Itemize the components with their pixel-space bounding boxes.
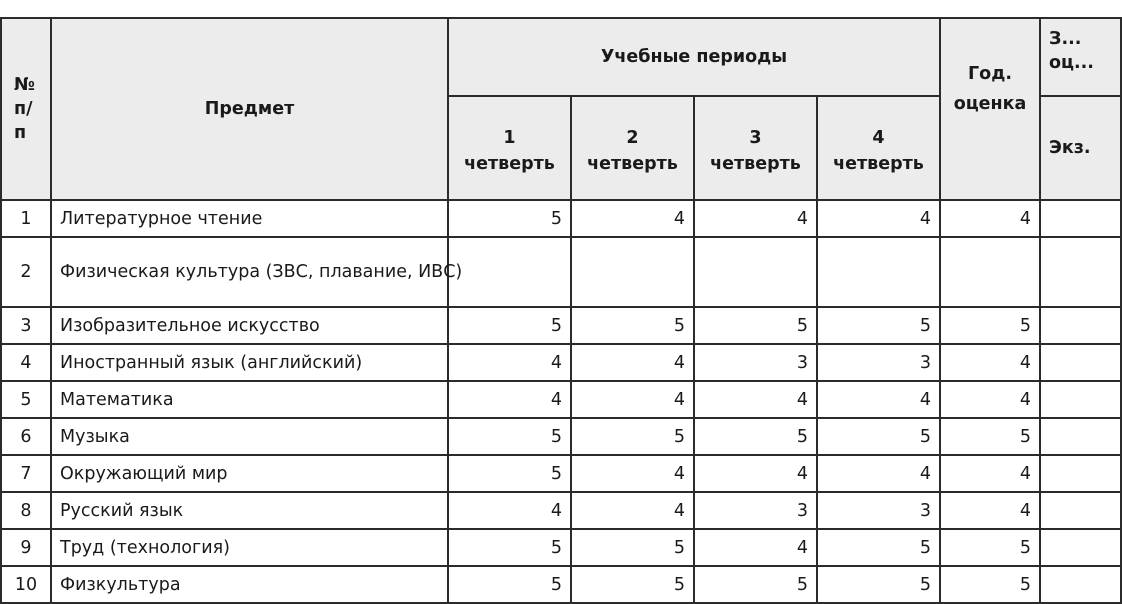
grade-quarter-4: 5 bbox=[817, 307, 940, 344]
grade-year: 5 bbox=[940, 566, 1040, 603]
grade-quarter-3: 4 bbox=[694, 381, 817, 418]
header-number: № п/п bbox=[1, 18, 51, 200]
grade-exam bbox=[1040, 307, 1121, 344]
grade-quarter-1: 5 bbox=[448, 418, 571, 455]
grade-quarter-4: 3 bbox=[817, 344, 940, 381]
subject-name: Математика bbox=[51, 381, 448, 418]
grade-quarter-3: 5 bbox=[694, 566, 817, 603]
grade-quarter-2: 4 bbox=[571, 344, 694, 381]
subject-name: Музыка bbox=[51, 418, 448, 455]
grade-quarter-1 bbox=[448, 237, 571, 307]
grade-quarter-3: 4 bbox=[694, 200, 817, 237]
header-subject: Предмет bbox=[51, 18, 448, 200]
table-row bbox=[1, 455, 1121, 492]
grade-quarter-2: 5 bbox=[571, 529, 694, 566]
grade-quarter-2: 4 bbox=[571, 492, 694, 529]
row-number: 5 bbox=[1, 381, 51, 418]
grade-quarter-4: 4 bbox=[817, 200, 940, 237]
row-number: 3 bbox=[1, 307, 51, 344]
grade-quarter-2: 4 bbox=[571, 455, 694, 492]
table-row bbox=[1, 237, 1121, 307]
header-exam-group: З... оц... bbox=[1040, 18, 1121, 96]
grade-quarter-3: 4 bbox=[694, 529, 817, 566]
grade-exam bbox=[1040, 237, 1121, 307]
grade-exam bbox=[1040, 566, 1121, 603]
grade-quarter-3 bbox=[694, 237, 817, 307]
grade-year: 4 bbox=[940, 492, 1040, 529]
table-row bbox=[1, 200, 1121, 237]
header-exam: Экз. bbox=[1040, 96, 1121, 200]
row-number: 2 bbox=[1, 237, 51, 307]
subject-name: Изобразительное искусство bbox=[51, 307, 448, 344]
grade-year: 5 bbox=[940, 418, 1040, 455]
grades-table-container bbox=[0, 17, 1094, 604]
table-row bbox=[1, 492, 1121, 529]
subject-name: Труд (технология) bbox=[51, 529, 448, 566]
grade-quarter-3: 3 bbox=[694, 492, 817, 529]
row-number: 9 bbox=[1, 529, 51, 566]
grade-quarter-1: 4 bbox=[448, 381, 571, 418]
table-header bbox=[1, 18, 1121, 200]
header-quarter-2: 2 четверть bbox=[571, 96, 694, 200]
row-number: 7 bbox=[1, 455, 51, 492]
table-row bbox=[1, 344, 1121, 381]
grade-quarter-4 bbox=[817, 237, 940, 307]
subject-name: Литературное чтение bbox=[51, 200, 448, 237]
subject-name: Иностранный язык (английский) bbox=[51, 344, 448, 381]
grade-quarter-1: 4 bbox=[448, 492, 571, 529]
grade-quarter-1: 5 bbox=[448, 529, 571, 566]
grades-table bbox=[0, 17, 1122, 604]
grade-year: 4 bbox=[940, 344, 1040, 381]
grade-quarter-4: 5 bbox=[817, 566, 940, 603]
subject-name: Окружающий мир bbox=[51, 455, 448, 492]
table-row bbox=[1, 307, 1121, 344]
grade-quarter-2: 4 bbox=[571, 381, 694, 418]
grade-quarter-3: 3 bbox=[694, 344, 817, 381]
grade-quarter-4: 3 bbox=[817, 492, 940, 529]
grade-quarter-1: 5 bbox=[448, 200, 571, 237]
header-quarter-4: 4 четверть bbox=[817, 96, 940, 200]
grade-quarter-4: 5 bbox=[817, 418, 940, 455]
header-quarter-3: 3 четверть bbox=[694, 96, 817, 200]
row-number: 1 bbox=[1, 200, 51, 237]
grade-year: 4 bbox=[940, 200, 1040, 237]
header-periods: Учебные периоды bbox=[448, 18, 940, 96]
grade-quarter-4: 4 bbox=[817, 381, 940, 418]
grade-quarter-3: 5 bbox=[694, 307, 817, 344]
grade-exam bbox=[1040, 344, 1121, 381]
grade-year: 5 bbox=[940, 529, 1040, 566]
grade-exam bbox=[1040, 381, 1121, 418]
subject-name: Русский язык bbox=[51, 492, 448, 529]
grade-year: 4 bbox=[940, 455, 1040, 492]
grade-quarter-4: 5 bbox=[817, 529, 940, 566]
grade-year bbox=[940, 237, 1040, 307]
header-year-grade: Год. оценка bbox=[940, 18, 1040, 200]
grade-year: 5 bbox=[940, 307, 1040, 344]
row-number: 6 bbox=[1, 418, 51, 455]
header-quarter-1: 1 четверть bbox=[448, 96, 571, 200]
row-number: 8 bbox=[1, 492, 51, 529]
grade-quarter-4: 4 bbox=[817, 455, 940, 492]
grade-quarter-2: 4 bbox=[571, 200, 694, 237]
grade-quarter-2: 5 bbox=[571, 566, 694, 603]
grade-exam bbox=[1040, 455, 1121, 492]
subject-name: Физическая культура (ЗВС, плавание, ИВС) bbox=[51, 237, 448, 307]
subject-name: Физкультура bbox=[51, 566, 448, 603]
table-row bbox=[1, 566, 1121, 603]
row-number: 10 bbox=[1, 566, 51, 603]
grade-exam bbox=[1040, 492, 1121, 529]
grade-quarter-1: 4 bbox=[448, 344, 571, 381]
table-row bbox=[1, 529, 1121, 566]
grade-quarter-3: 5 bbox=[694, 418, 817, 455]
table-row bbox=[1, 381, 1121, 418]
grade-quarter-2: 5 bbox=[571, 418, 694, 455]
grade-quarter-2 bbox=[571, 237, 694, 307]
grade-quarter-1: 5 bbox=[448, 455, 571, 492]
grade-exam bbox=[1040, 200, 1121, 237]
grade-quarter-2: 5 bbox=[571, 307, 694, 344]
grade-quarter-1: 5 bbox=[448, 307, 571, 344]
table-body bbox=[1, 200, 1121, 603]
grade-quarter-1: 5 bbox=[448, 566, 571, 603]
grade-year: 4 bbox=[940, 381, 1040, 418]
table-row bbox=[1, 418, 1121, 455]
row-number: 4 bbox=[1, 344, 51, 381]
grade-exam bbox=[1040, 418, 1121, 455]
grade-exam bbox=[1040, 529, 1121, 566]
grade-quarter-3: 4 bbox=[694, 455, 817, 492]
